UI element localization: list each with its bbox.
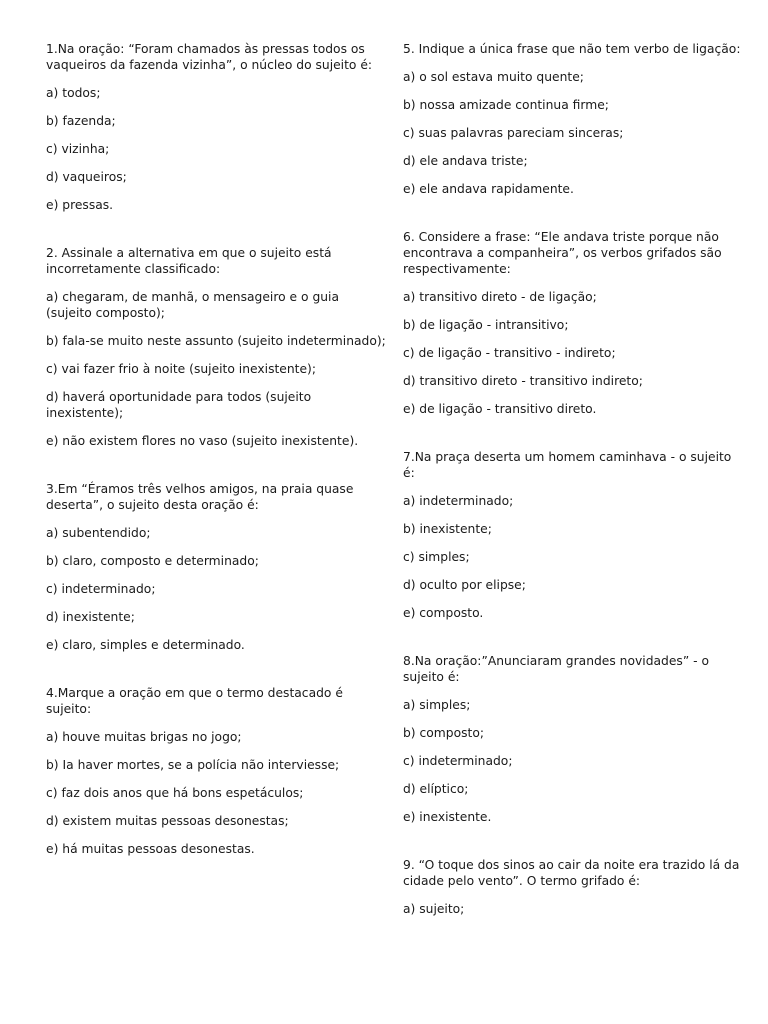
option-e: e) de ligação - transitivo direto. — [403, 402, 597, 416]
option-e: e) claro, simples e determinado. — [46, 638, 245, 652]
option-a: a) houve muitas brigas no jogo; — [46, 730, 242, 744]
option-c: c) faz dois anos que há bons espetáculos; — [46, 786, 304, 800]
question-6 — [403, 229, 743, 417]
option-d: d) inexistente; — [46, 610, 135, 624]
option-b: b) inexistente; — [403, 522, 492, 536]
option-a: a) simples; — [403, 698, 471, 712]
option-a: a) o sol estava muito quente; — [403, 70, 584, 84]
option-b: b) Ia haver mortes, se a polícia não interviesse; — [46, 758, 340, 772]
option-d: d) oculto por elipse; — [403, 578, 526, 592]
option-d: d) ele andava triste; — [403, 154, 528, 168]
question-text: 7.Na praça deserta um homem caminhava - o sujeito é: — [403, 450, 732, 480]
option-a: a) chegaram, de manhã, o mensageiro e o guia (sujeito composto); — [46, 290, 339, 320]
option-c: c) simples; — [403, 550, 470, 564]
option-e: e) pressas. — [46, 198, 114, 212]
option-d: d) vaqueiros; — [46, 170, 127, 184]
option-b: b) claro, composto e determinado; — [46, 554, 259, 568]
option-d: d) haverá oportunidade para todos (sujeito inexistente); — [46, 390, 312, 420]
option-a: a) transitivo direto - de ligação; — [403, 290, 597, 304]
question-text: 8.Na oração:”Anunciaram grandes novidades” - o sujeito é: — [403, 654, 709, 684]
question-text: 5. Indique a única frase que não tem verbo de ligação: — [403, 42, 741, 56]
question-7 — [403, 449, 743, 621]
question-text: 4.Marque a oração em que o termo destacado é sujeito: — [46, 686, 343, 716]
option-c: c) indeterminado; — [46, 582, 156, 596]
option-e: e) inexistente. — [403, 810, 492, 824]
option-e: e) há muitas pessoas desonestas. — [46, 842, 255, 856]
question-5 — [403, 41, 743, 197]
question-8 — [403, 653, 743, 825]
option-b: b) fazenda; — [46, 114, 116, 128]
option-d: d) transitivo direto - transitivo indireto; — [403, 374, 643, 388]
question-text: 3.Em “Éramos três velhos amigos, na praia quase deserta”, o sujeito desta oração é: — [46, 482, 354, 512]
option-b: b) fala-se muito neste assunto (sujeito indeterminado); — [46, 334, 386, 348]
option-b: b) nossa amizade continua firme; — [403, 98, 609, 112]
left-column — [46, 41, 386, 869]
option-c: c) de ligação - transitivo - indireto; — [403, 346, 616, 360]
option-a: a) todos; — [46, 86, 101, 100]
option-a: a) indeterminado; — [403, 494, 514, 508]
option-e: e) composto. — [403, 606, 484, 620]
option-c: c) suas palavras pareciam sinceras; — [403, 126, 624, 140]
option-b: b) composto; — [403, 726, 484, 740]
option-c: c) indeterminado; — [403, 754, 513, 768]
option-c: c) vai fazer frio à noite (sujeito inexistente); — [46, 362, 316, 376]
question-3 — [46, 481, 386, 653]
question-4 — [46, 685, 386, 857]
question-2 — [46, 245, 386, 449]
question-1 — [46, 41, 386, 213]
question-text: 2. Assinale a alternativa em que o sujeito está incorretamente classificado: — [46, 246, 332, 276]
question-9 — [403, 857, 743, 917]
option-d: d) existem muitas pessoas desonestas; — [46, 814, 289, 828]
option-a: a) subentendido; — [46, 526, 151, 540]
question-text: 1.Na oração: “Foram chamados às pressas todos os vaqueiros da fazenda vizinha”, o núcleo do sujeito é: — [46, 42, 373, 72]
option-c: c) vizinha; — [46, 142, 110, 156]
option-a: a) sujeito; — [403, 902, 465, 916]
question-text: 6. Considere a frase: “Ele andava triste porque não encontrava a companheira”, os verbos grifados são respectivamente: — [403, 230, 722, 276]
right-column — [403, 41, 743, 929]
option-b: b) de ligação - intransitivo; — [403, 318, 569, 332]
option-e: e) não existem flores no vaso (sujeito inexistente). — [46, 434, 359, 448]
question-text: 9. “O toque dos sinos ao cair da noite era trazido lá da cidade pelo vento”. O termo grifado é: — [403, 858, 740, 888]
option-d: d) elíptico; — [403, 782, 469, 796]
option-e: e) ele andava rapidamente. — [403, 182, 574, 196]
